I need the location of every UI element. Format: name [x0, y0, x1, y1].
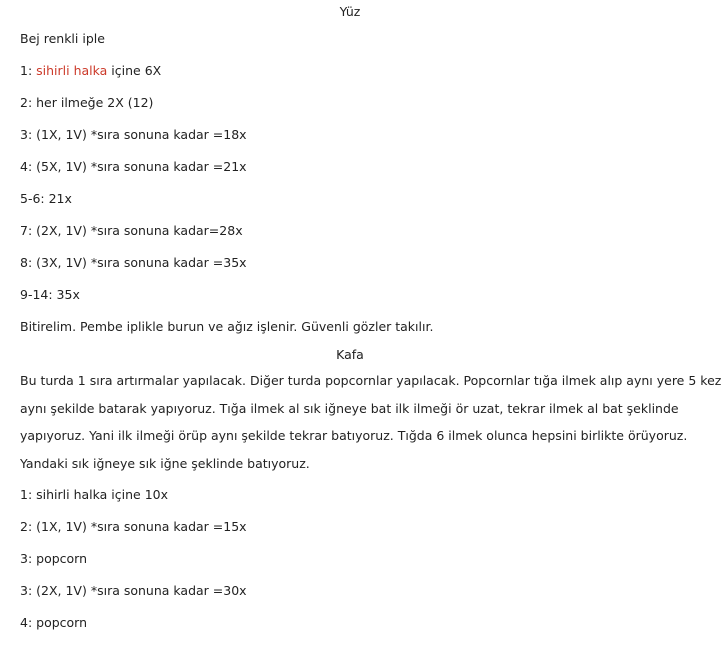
instruction-row: 3: (2X, 1V) *sıra sonuna kadar =30x	[20, 583, 247, 598]
sihirli-halka-link[interactable]: sihirli halka	[36, 63, 108, 78]
instruction-row: 7: (2X, 1V) *sıra sonuna kadar=28x	[20, 223, 243, 238]
row-prefix: 1:	[20, 63, 37, 78]
instruction-row: 3: popcorn	[20, 551, 88, 566]
instruction-row: 9-14: 35x	[20, 287, 80, 302]
instruction-row: 2: (1X, 1V) *sıra sonuna kadar =15x	[20, 519, 247, 534]
instruction-row: 1: sihirli halka içine 10x	[20, 487, 168, 502]
popcorn-explanation: Bu turda 1 sıra artırmalar yapılacak. Diğer turda popcornlar yapılacak. Popcornlar tığa ilmek alıp aynı yere 5 kez aynı şekilde batarak yapıyoruz. Tığa ilmek al sık iğneye bat ilk ilmeği ör uzat, tekrar ilmek al bat şeklinde yapıyoruz. Yani ilk ilmeği örüp aynı şekilde tekrar batıyoruz. Tığda 6 ilmek olunca hepsini birlikte örüyoruz. Yandaki sık iğneye sık iğne şeklinde batıyoruz.	[20, 373, 722, 471]
instruction-row: 4: (5X, 1V) *sıra sonuna kadar =21x	[20, 159, 247, 174]
document-body	[20, 0, 727, 639]
instruction-row: 3: (1X, 1V) *sıra sonuna kadar =18x	[20, 127, 247, 142]
section-title-yuz: Yüz	[339, 4, 361, 19]
row-suffix: içine 6X	[107, 63, 162, 78]
intro-text: Bej renkli iple	[20, 31, 105, 46]
instruction-row: 2: her ilmeğe 2X (12)	[20, 95, 154, 110]
instruction-row: 5-6: 21x	[20, 191, 72, 206]
section-title-kafa: Kafa	[336, 347, 364, 362]
instruction-row: 8: (3X, 1V) *sıra sonuna kadar =35x	[20, 255, 247, 270]
instruction-row: 4: popcorn	[20, 615, 88, 630]
instruction-row-1	[20, 55, 727, 87]
finishing-note: Bitirelim. Pembe iplikle burun ve ağız işlenir. Güvenli gözler takılır.	[20, 319, 434, 334]
